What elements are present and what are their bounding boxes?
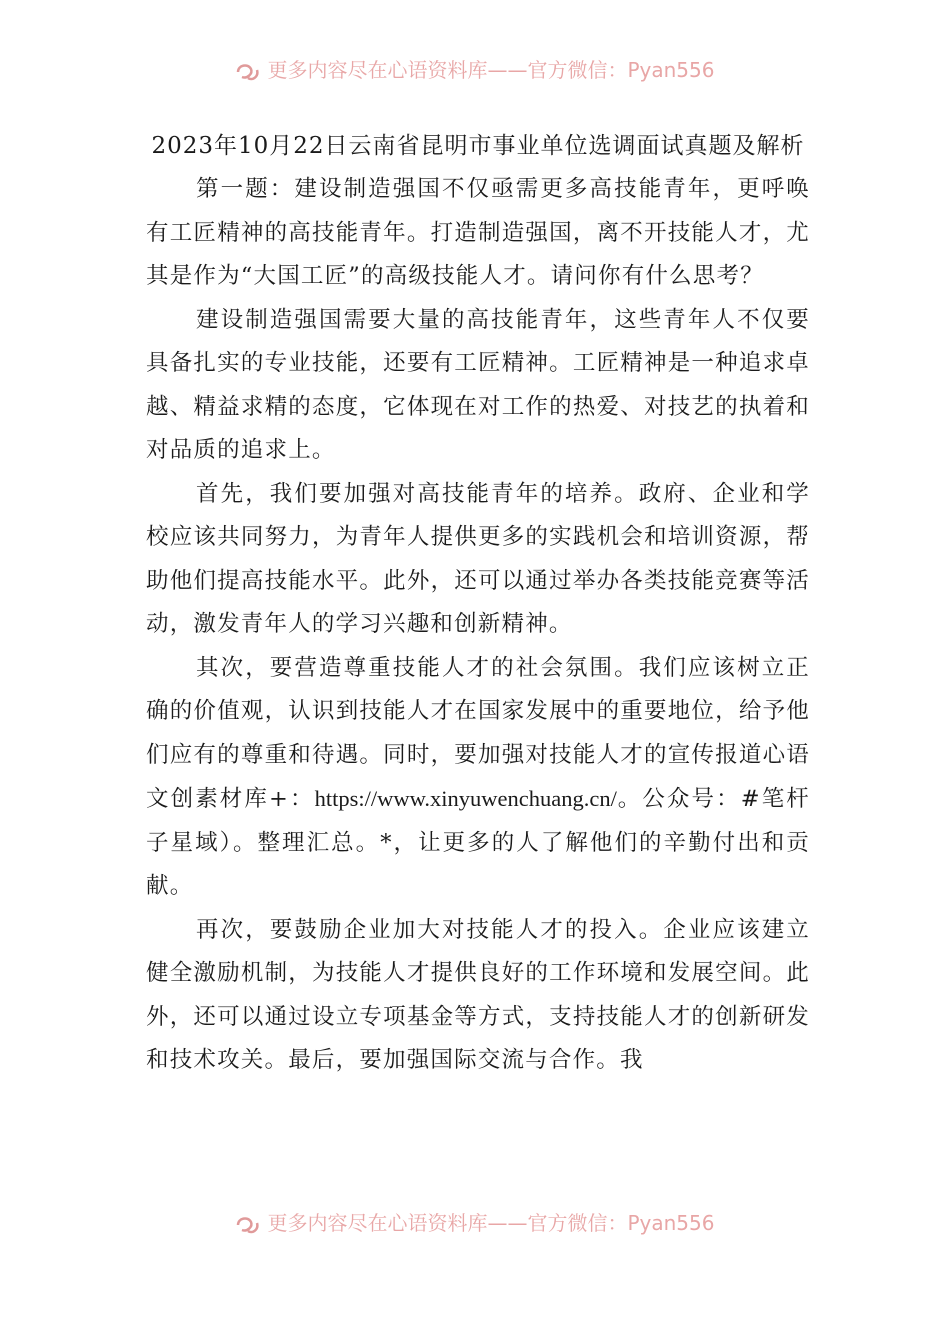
document-title: 2023年10月22日云南省昆明市事业单位选调面试真题及解析 — [151, 133, 805, 159]
answer-paragraph-third: 再次，要鼓励企业加大对技能人才的投入。企业应该建立健全激励机制，为技能人才提供良好的工作环境和发展空间。此外，还可以通过设立专项基金等方式，支持技能人才的创新研发和技术攻关。最后，要加强国际交流与合作。我 — [146, 916, 810, 1073]
document-body — [146, 124, 810, 1083]
paragraph-text-after-url: 。公众号：#笔杆子星域）。整理汇总。*，让更多的人了解他们的辛勤付出和贡献。 — [146, 786, 810, 899]
footer-watermark — [0, 1211, 950, 1235]
watermark-logo-icon — [235, 1214, 261, 1236]
question-paragraph: 第一题：建设制造强国不仅亟需更多高技能青年，更呼唤有工匠精神的高技能青年。打造制造强国，离不开技能人才，尤其是作为“大国工匠”的高级技能人才。请问你有什么思考？ — [146, 176, 810, 289]
watermark-logo-icon — [235, 61, 261, 83]
footer-watermark-text: 更多内容尽在心语资料库——官方微信：Pyan556 — [267, 1211, 715, 1235]
source-url: https://www.xinyuwenchuang.cn/ — [314, 786, 617, 811]
header-watermark-text: 更多内容尽在心语资料库——官方微信：Pyan556 — [267, 58, 715, 82]
paragraph-text-before-url: 其次，要营造尊重技能人才的社会氛围。我们应该树立正确的价值观，认识到技能人才在国家发展中的重要地位，给予他们应有的尊重和待遇。同时，要加强对技能人才的宣传报道心语文创素材库+： — [146, 654, 810, 812]
answer-paragraph-first: 首先，我们要加强对高技能青年的培养。政府、企业和学校应该共同努力，为青年人提供更多的实践机会和培训资源，帮助他们提高技能水平。此外，还可以通过举办各类技能竞赛等活动，激发青年人的学习兴趣和创新精神。 — [146, 480, 810, 637]
answer-paragraph-second — [146, 647, 810, 909]
answer-paragraph-intro: 建设制造强国需要大量的高技能青年，这些青年人不仅要具备扎实的专业技能，还要有工匠精神。工匠精神是一种追求卓越、精益求精的态度，它体现在对工作的热爱、对技艺的执着和对品质的追求上。 — [146, 306, 810, 463]
header-watermark — [0, 58, 950, 82]
